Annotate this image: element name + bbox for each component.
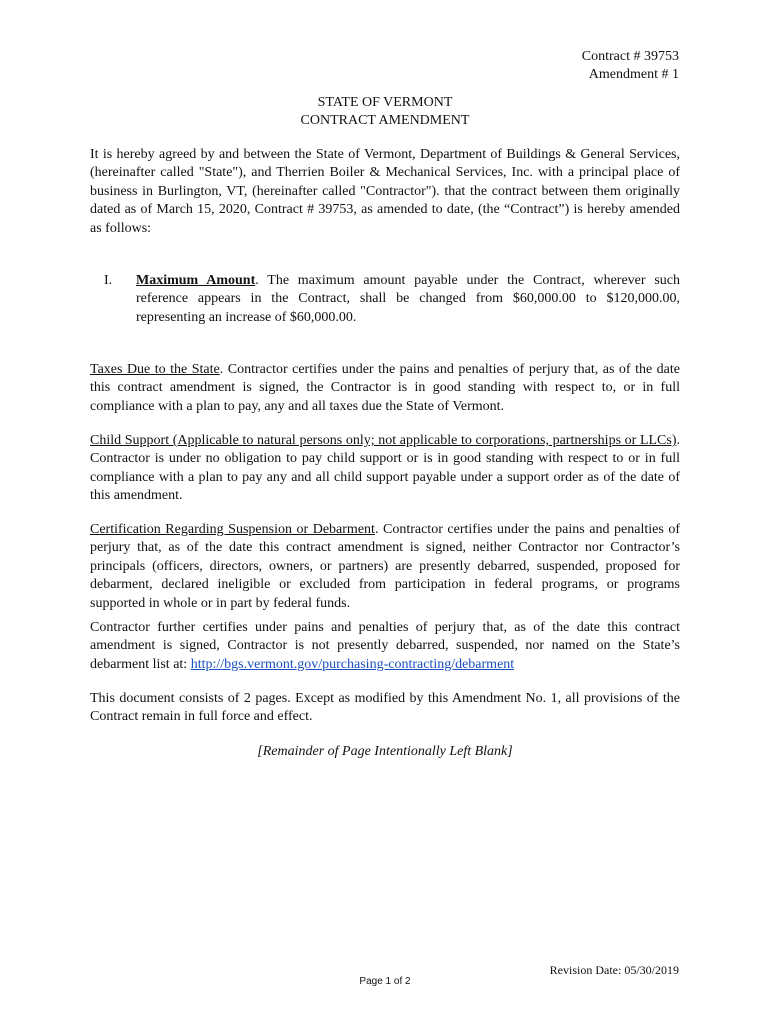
certification-heading: Certification Regarding Suspension or Debarment — [90, 522, 375, 537]
item-numeral: I. — [104, 273, 113, 288]
maximum-amount-text: . The maximum amount payable under the Contract, wherever such reference appears in the Contract, shall be changed from $60,000.00 to $120,000.00, representing an increase of $60,000.00. — [136, 273, 680, 325]
debarment-text: Contractor further certifies under pains and penalties of perjury that, as of the date this contract amendment is signed, Contractor is not presently debarred, suspended, nor named on the State’s debarment list at: — [90, 620, 680, 672]
child-support-text: . Contractor is under no obligation to pay child support or is in good standing with respect to or in full compliance with a plan to pay any and all child support payable under a support order as of the date of this amendment. — [90, 433, 680, 504]
remainder-note: [Remainder of Page Intentionally Left Blank] — [257, 744, 513, 759]
taxes-text: . Contractor certifies under the pains and penalties of perjury that, as of the date this contract amendment is signed, the Contractor is in good standing with respect to, or in full compliance with a plan to pay, any and all taxes due the State of Vermont. — [90, 362, 680, 414]
contract-number: Contract # 39753 — [581, 49, 679, 64]
revision-date: Revision Date: 05/30/2019 — [549, 963, 679, 977]
maximum-amount-heading: Maximum Amount — [136, 273, 256, 288]
certification-paragraph — [90, 521, 680, 613]
intro-paragraph: It is hereby agreed by and between the State of Vermont, Department of Buildings & General Services, (hereinafter called "State"), and Therrien Boiler & Mechanical Services, Inc. with a principal place of business in Burlington, VT, (hereinafter called "Contractor"). that the contract between them originally dated as of March 15, 2020, Contract # 39753, as amended to date, (the “Contract”) is hereby amended as follows: — [90, 147, 680, 236]
maximum-amount-item — [136, 272, 680, 327]
child-support-paragraph — [90, 432, 680, 506]
taxes-paragraph — [90, 361, 680, 416]
certification-text: . Contractor certifies under the pains and penalties of perjury that, as of the date this contract amendment is signed, neither Contractor nor Contractor’s principals (officers, directors, owners, or partners) are presently debarred, suspended, proposed for debarment, declared ineligible or excluded from participation in federal programs, or programs supported in whole or in part by federal funds. — [90, 522, 680, 611]
state-title: STATE OF VERMONT — [317, 95, 453, 110]
debarment-link[interactable]: http://bgs.vermont.gov/purchasing-contracting/debarment — [190, 656, 515, 672]
document-title: CONTRACT AMENDMENT — [300, 113, 470, 128]
taxes-heading: Taxes Due to the State — [90, 362, 220, 377]
amendment-number: Amendment # 1 — [588, 67, 679, 82]
page-number: Page 1 of 2 — [359, 976, 411, 987]
child-support-heading: Child Support (Applicable to natural persons only; not applicable to corporations, partnerships or LLCs) — [90, 433, 677, 448]
debarment-paragraph — [90, 619, 680, 674]
pages-note: This document consists of 2 pages. Except as modified by this Amendment No. 1, all provisions of the Contract remain in full force and effect. — [90, 691, 680, 725]
